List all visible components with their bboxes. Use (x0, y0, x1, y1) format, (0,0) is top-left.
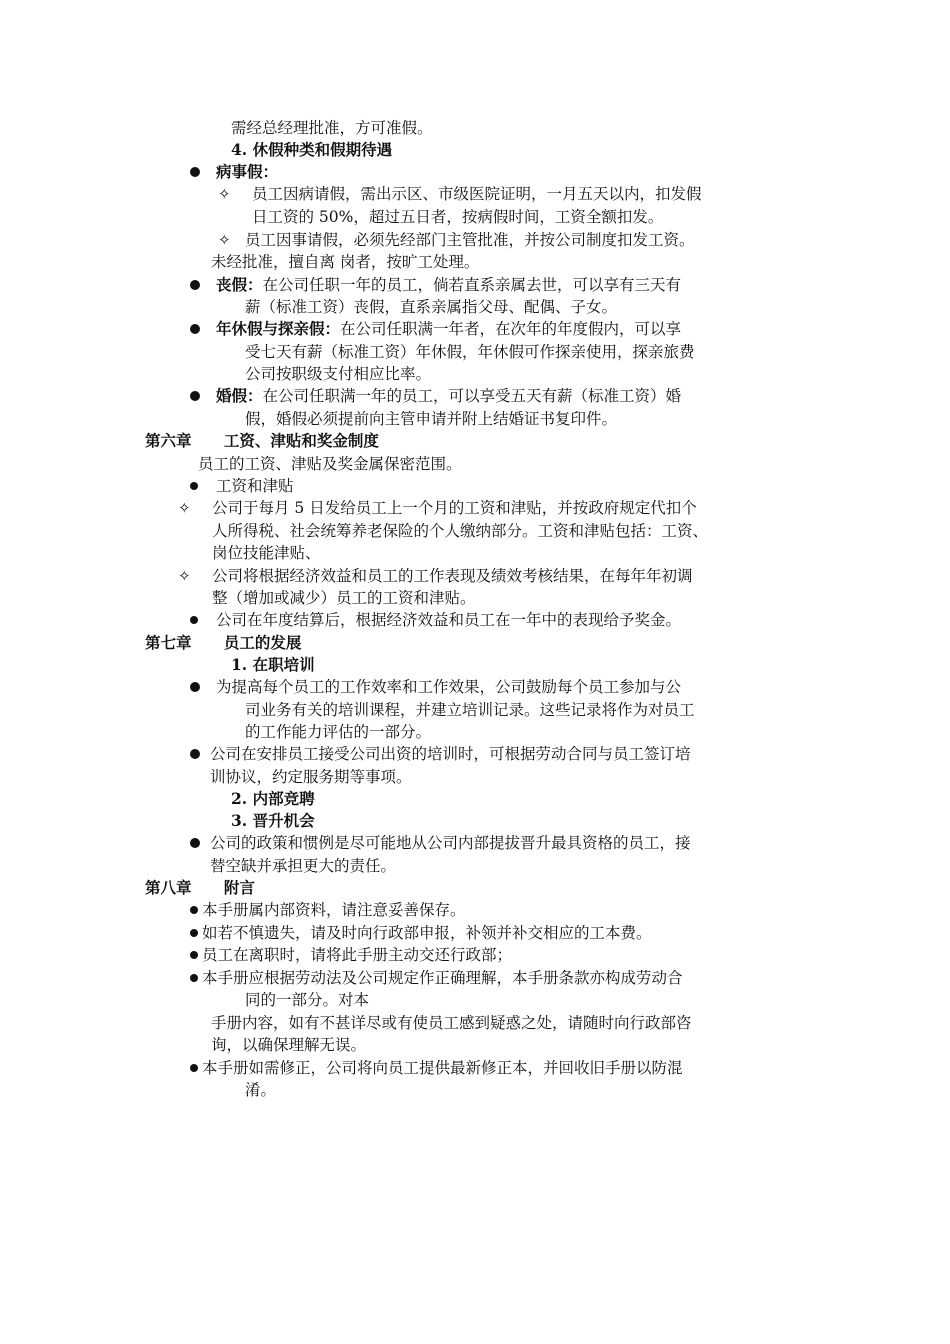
marriage-leave-text: 在公司任职满一年的员工，可以享受五天有薪（标准工资）婚 (262, 387, 682, 405)
annual-leave-line2: 受七天有薪（标准工资）年休假，年休假可作探亲使用，探亲旅费 (245, 343, 695, 361)
training-t1-line2: 司业务有关的培训课程，并建立培训记录。这些记录将作为对员工 (245, 701, 695, 719)
salary-subheading: 工资和津贴 (216, 477, 294, 495)
chapter7-title: 第七章 员工的发展 (145, 633, 302, 652)
salary-p2-line1: 公司将根据经济效益和员工的工作表现及绩效考核结果，在每年年初调 (212, 567, 693, 585)
internal-hiring-heading: 2. 内部竞聘 (231, 789, 315, 808)
note2: 如若不慎遗失，请及时向行政部申报，补领并补交相应的工本费。 (202, 924, 652, 942)
diamond-bullet-icon: ✧ (218, 185, 231, 203)
note5-line2: 淆。 (245, 1081, 277, 1099)
salary-p1-line2: 人所得税、社会统筹养老保险的个人缴纳部分。工资和津贴包括：工资、 (212, 522, 709, 540)
sick-leave-label: 病事假： (216, 162, 279, 181)
intro-line: 需经总经理批准，方可准假。 (231, 119, 433, 137)
note3: 员工在离职时，请将此手册主动交还行政部； (202, 946, 513, 964)
salary-p1-line1: 公司于每月 5 日发给员工上一个月的工资和津贴，并按政府规定代扣个 (212, 499, 697, 517)
bereavement-leave-text: 在公司任职一年的员工，倘若直系亲属去世，可以享有三天有 (262, 276, 682, 294)
annual-leave-text: 在公司任职满一年者，在次年的年度假内，可以享 (340, 320, 682, 338)
bullet-icon (190, 749, 200, 759)
chapter6-intro: 员工的工资、津贴及奖金属保密范围。 (198, 455, 462, 473)
marriage-leave-label: 婚假： (216, 386, 263, 405)
bullet-icon (190, 280, 200, 290)
diamond-bullet-icon: ✧ (178, 567, 191, 585)
diamond-bullet-icon: ✧ (178, 499, 191, 517)
bullet-icon (190, 682, 200, 692)
promotion-line1: 公司的政策和惯例是尽可能地从公司内部提拔晋升最具资格的员工，接 (210, 834, 691, 852)
sick-leave-item1-line2: 日工资的 50%，超过五日者，按病假时间，工资全额扣发。 (252, 208, 664, 226)
training-t2-line2: 训协议，约定服务期等事项。 (210, 768, 412, 786)
bullet-icon (190, 951, 198, 959)
marriage-leave-line1 (216, 386, 681, 406)
note4-line2: 同的一部分。对本 (245, 991, 370, 1009)
promotion-heading: 3. 晋升机会 (231, 811, 315, 830)
bereavement-leave-line2: 薪（标准工资）丧假，直系亲属指父母、配偶、子女。 (245, 298, 618, 316)
bullet-icon (190, 167, 200, 177)
salary-p1-line3: 岗位技能津贴、 (212, 544, 321, 562)
note4-line3: 手册内容，如有不甚详尽或有使员工感到疑惑之处，请随时向行政部咨 (211, 1014, 692, 1032)
bullet-icon (190, 391, 200, 401)
leave-types-heading: 4. 休假种类和假期待遇 (231, 140, 393, 159)
bullet-icon (190, 906, 198, 914)
sick-leave-item2-line2: 未经批准，擅自离 岗者，按旷工处理。 (211, 253, 480, 271)
annual-leave-line3: 公司按职级支付相应比率。 (245, 365, 432, 383)
marriage-leave-line2: 假，婚假必须提前向主管申请并附上结婚证书复印件。 (245, 410, 618, 428)
chapter8-title: 第八章 附言 (145, 878, 255, 897)
note4-line1: 本手册应根据劳动法及公司规定作正确理解，本手册条款亦构成劳动合 (202, 969, 683, 987)
bullet-icon (190, 482, 198, 490)
training-t1-line3: 的工作能力评估的一部分。 (245, 723, 432, 741)
bullet-icon (190, 324, 200, 334)
bullet-icon (190, 616, 198, 624)
bullet-icon (190, 974, 198, 982)
note1: 本手册属内部资料，请注意妥善保存。 (202, 901, 466, 919)
bereavement-leave-label: 丧假： (216, 275, 263, 294)
promotion-line2: 替空缺并承担更大的责任。 (210, 857, 397, 875)
salary-p2-line2: 整（增加或减少）员工的工资和津贴。 (212, 589, 476, 607)
note4-line4: 询，以确保理解无误。 (211, 1036, 367, 1054)
bullet-icon (190, 1064, 198, 1072)
training-t1-line1: 为提高每个员工的工作效率和工作效果，公司鼓励每个员工参加与公 (216, 678, 682, 696)
bullet-icon (190, 838, 200, 848)
training-heading: 1. 在职培训 (231, 655, 315, 674)
diamond-bullet-icon: ✧ (218, 231, 231, 249)
annual-leave-label: 年休假与探亲假： (216, 319, 341, 338)
chapter6-title: 第六章 工资、津贴和奖金制度 (145, 431, 379, 450)
bereavement-leave-line1 (216, 275, 681, 295)
training-t2-line1: 公司在安排员工接受公司出资的培训时，可根据劳动合同与员工签订培 (210, 745, 691, 763)
bullet-icon (190, 929, 198, 937)
sick-leave-item1-line1: 员工因病请假，需出示区、市级医院证明，一月五天以内，扣发假 (252, 185, 702, 203)
annual-leave-line1 (216, 319, 681, 339)
sick-leave-item2-line1: 员工因事请假，必须先经部门主管批准，并按公司制度扣发工资。 (245, 231, 695, 249)
note5-line1: 本手册如需修正，公司将向员工提供最新修正本，并回收旧手册以防混 (202, 1059, 683, 1077)
bonus-line: 公司在年度结算后，根据经济效益和员工在一年中的表现给予奖金。 (216, 611, 682, 629)
